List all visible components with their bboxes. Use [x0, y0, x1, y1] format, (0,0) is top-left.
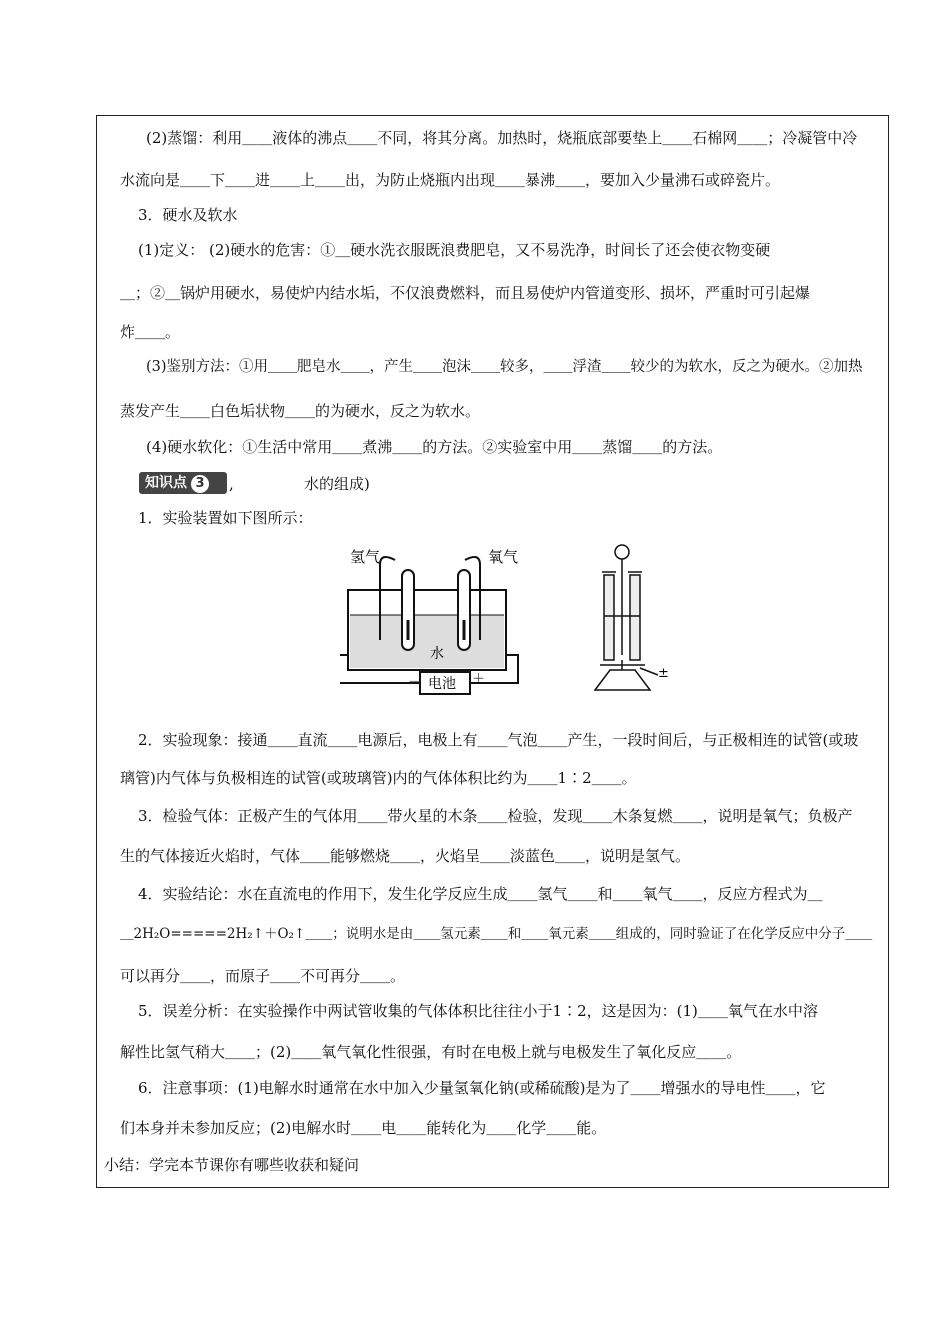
plus-minus-sign: ±: [658, 666, 669, 681]
text-line: 6．注意事项：(1)电解水时通常在水中加入少量氢氧化钠(或稀硫酸)是为了＿＿增强水的导电性＿＿，它: [138, 1079, 826, 1097]
water-label: 水: [430, 646, 444, 662]
section-comma: ,: [229, 475, 234, 493]
text-line: (1)定义： (2)硬水的危害：①＿硬水洗衣服既浪费肥皂，又不易洗净，时间长了还会使衣物变硬: [138, 241, 771, 259]
text-line: 水流向是＿＿下＿＿进＿＿上＿＿出，为防止烧瓶内出现＿＿暴沸＿＿，要加入少量沸石或碎瓷片。: [120, 171, 781, 189]
section-title: 水的组成): [304, 475, 370, 493]
text-line: 们本身并未参加反应；(2)电解水时＿＿电＿＿能转化为＿＿化学＿＿能。: [120, 1119, 607, 1137]
text-line: 璃管)内气体与负极相连的试管(或玻璃管)内的气体体积比约为＿＿1∶2＿＿。: [120, 769, 637, 787]
section-badge: [139, 472, 227, 494]
text-line: 4．实验结论：水在直流电的作用下，发生化学反应生成＿＿氢气＿＿和＿＿氧气＿＿，反应方程式为＿: [138, 885, 823, 903]
text-line: 2．实验现象：接通＿＿直流＿＿电源后，电极上有＿＿气泡＿＿产生，一段时间后，与正极相连的试管(或玻: [138, 731, 859, 749]
text-line: 3．硬水及软水: [138, 206, 238, 224]
water-tank-apparatus: [340, 557, 518, 694]
text-line: 可以再分＿＿，而原子＿＿不可再分＿＿。: [120, 967, 406, 985]
section-badge-number: 3: [191, 475, 209, 493]
text-line: (3)鉴别方法：①用＿＿肥皂水＿＿，产生＿＿泡沫＿＿较多，＿＿浮渣＿＿较少的为软水，反之为硬水。②加热: [146, 359, 863, 375]
text-line: 生的气体接近火焰时，气体＿＿能够燃烧＿＿，火焰呈＿＿淡蓝色＿＿，说明是氢气。: [120, 847, 691, 865]
text-line: 炸＿＿。: [120, 323, 181, 341]
oxygen-label: 氧气: [488, 548, 519, 566]
section-badge-label: 知识点: [145, 475, 187, 491]
text-line: 3．检验气体：正极产生的气体用＿＿带火星的木条＿＿检验，发现＿＿木条复燃＿＿，说明是氧气；负极产: [138, 807, 853, 825]
text-line: (4)硬水软化：①生活中常用＿＿煮沸＿＿的方法。②实验室中用＿＿蒸馏＿＿的方法。: [146, 438, 723, 456]
text-line: (2)蒸馏：利用＿＿液体的沸点＿＿不同，将其分离。加热时，烧瓶底部要垫上＿＿石棉网＿＿；冷凝管中冷: [146, 129, 858, 147]
text-line: 解性比氢气稍大＿＿；(2)＿＿氧气氧化性很强，有时在电极上就与电极发生了氧化反应＿＿。: [120, 1043, 742, 1061]
text-line: ＿2H₂O=====2H₂↑＋O₂↑＿＿；说明水是由＿＿氢元素＿＿和＿＿氧元素＿＿组成的，同时验证了在化学反应中分子＿＿: [120, 926, 873, 942]
summary-line: 小结：学完本节课你有哪些收获和疑问: [104, 1156, 360, 1174]
plus-sign: ＋: [472, 672, 486, 687]
hydrogen-label: 氢气: [350, 548, 381, 566]
battery-label: 电池: [428, 676, 456, 692]
text-line: ＿；②＿锅炉用硬水，易使炉内结水垢，不仅浪费燃料，而且易使炉内管道变形、损坏，严重时可引起爆: [120, 284, 811, 302]
minus-sign: －: [408, 675, 422, 690]
text-line: 蒸发产生＿＿白色垢状物＿＿的为硬水，反之为软水。: [120, 402, 481, 420]
electrolysis-figure: [340, 540, 680, 695]
hofmann-voltameter: [595, 545, 658, 690]
text-line: 5．误差分析：在实验操作中两试管收集的气体体积比往往小于1∶2，这是因为：(1)＿＿氧气在水中溶: [138, 1002, 818, 1020]
text-line: 1．实验装置如下图所示：: [138, 509, 313, 527]
